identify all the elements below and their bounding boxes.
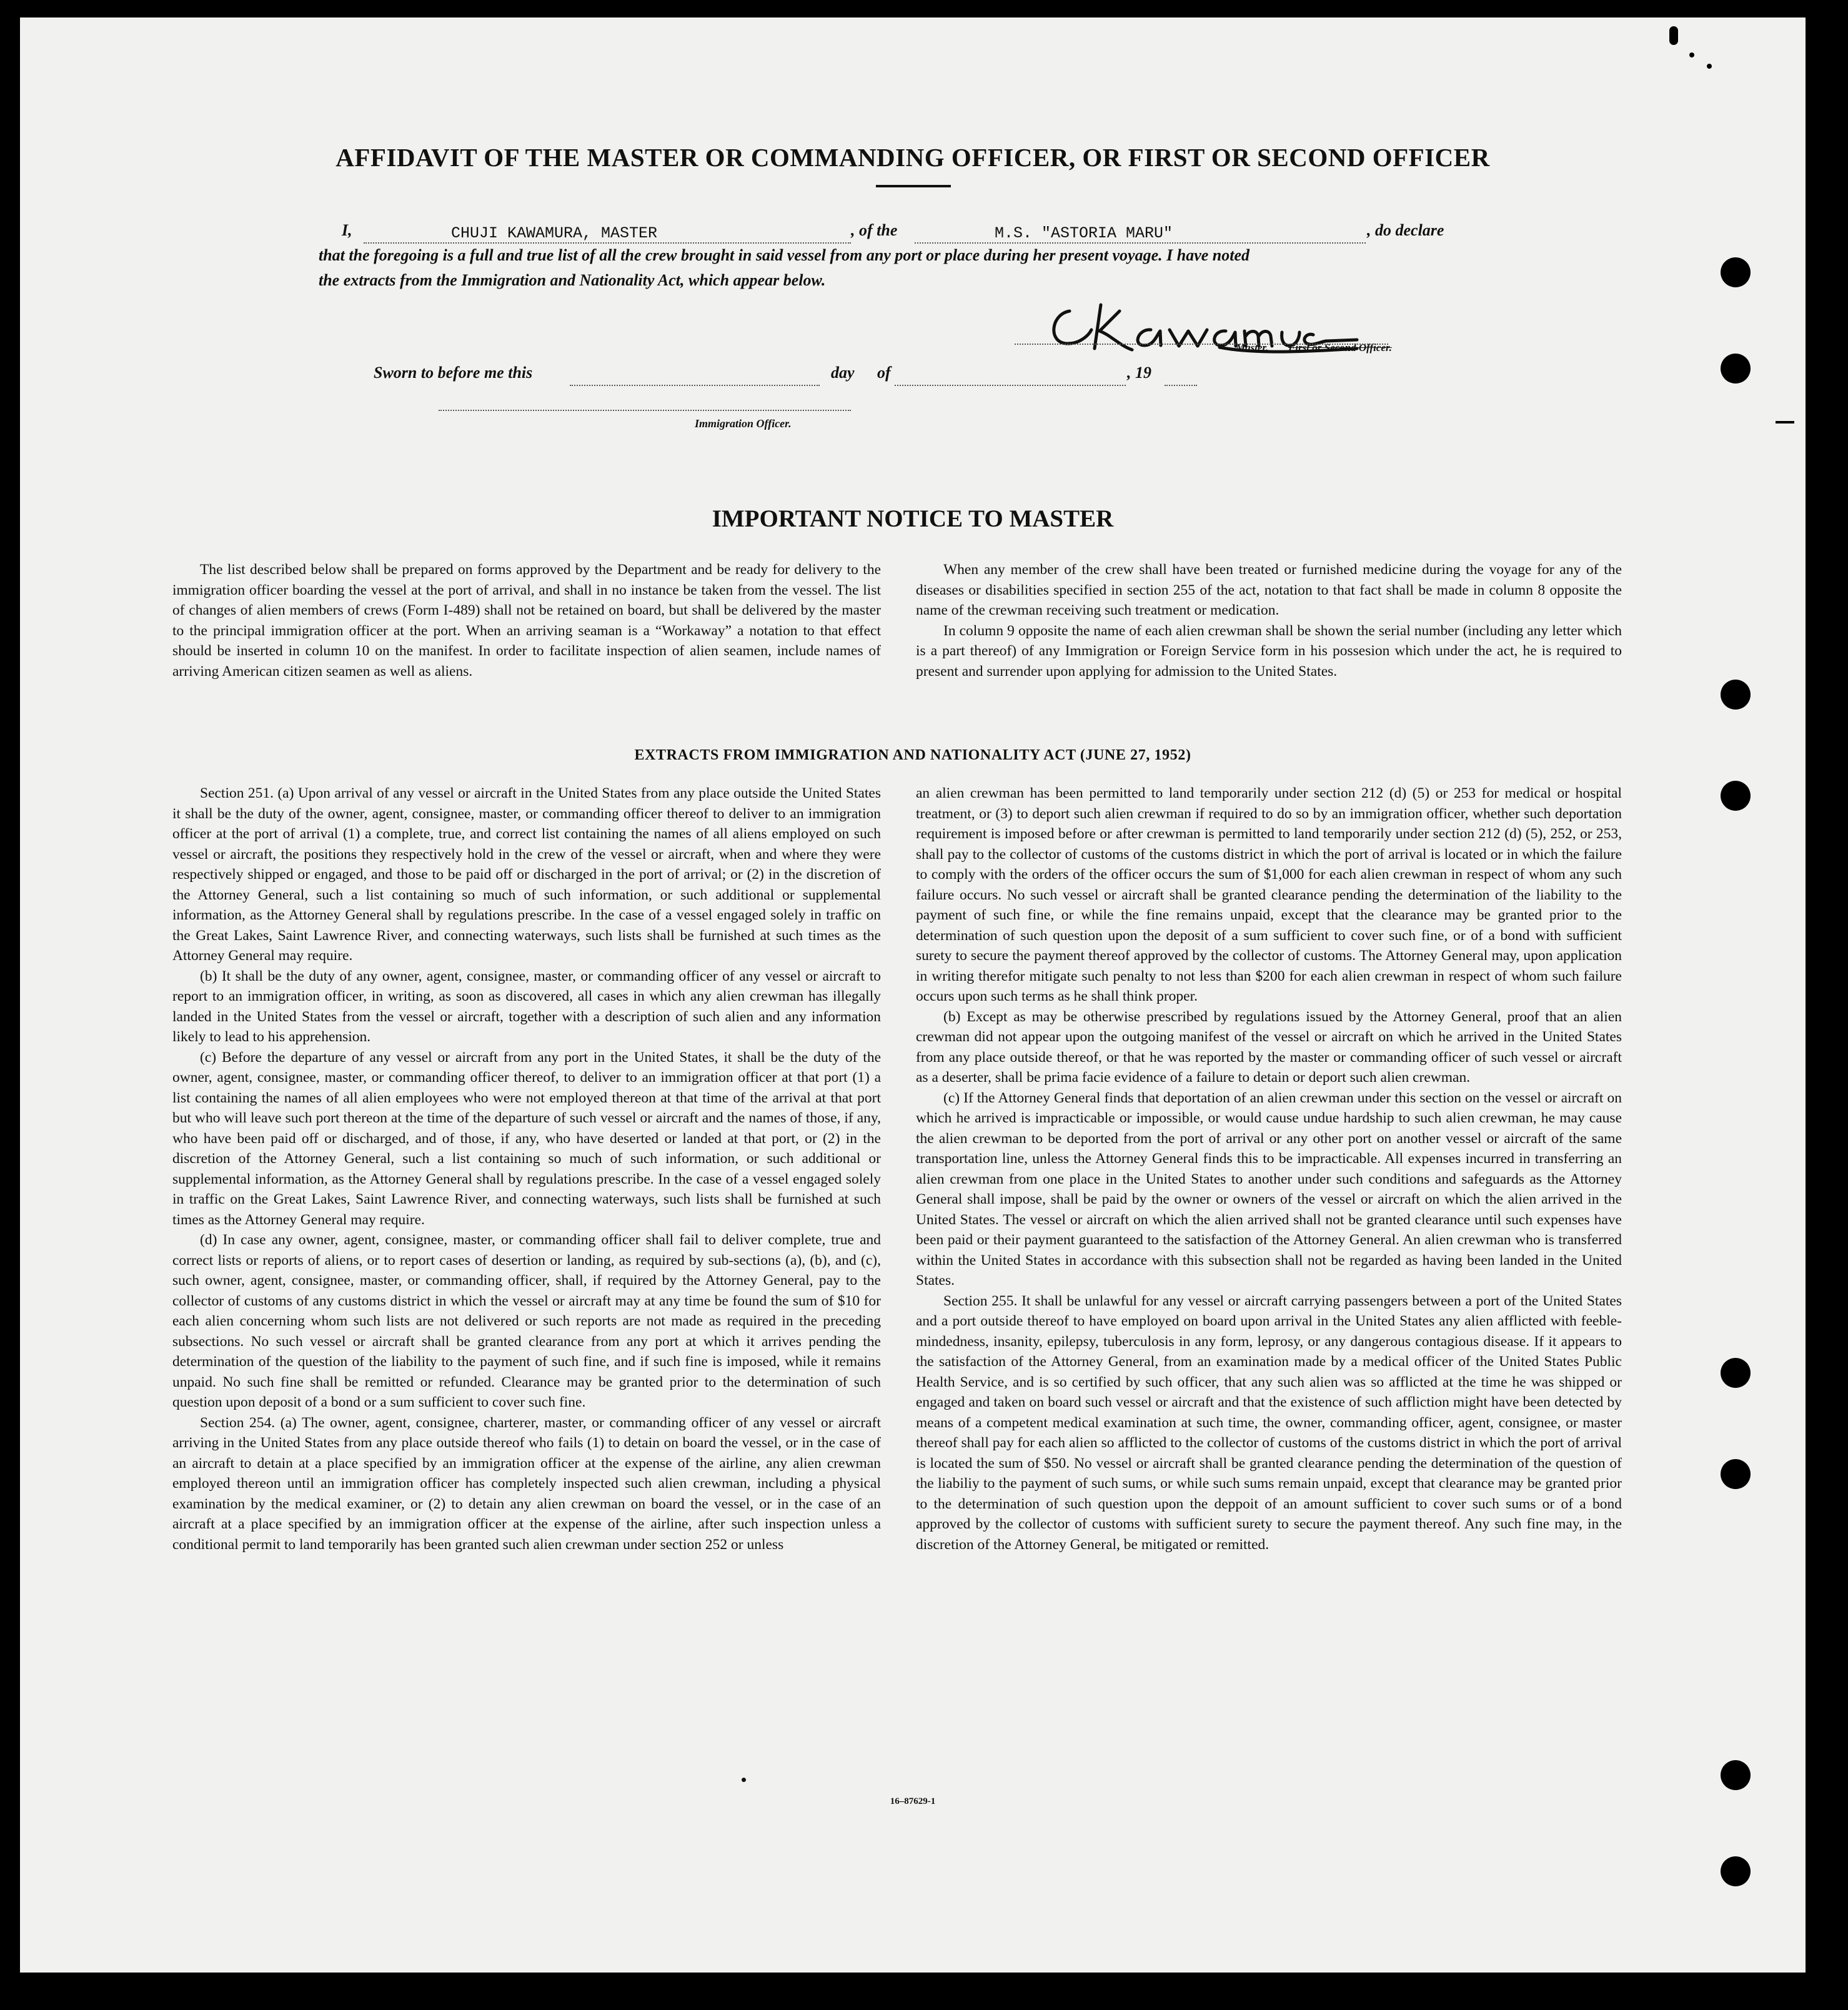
punch-hole <box>1721 781 1751 811</box>
statute-paragraph: Section 255. It shall be unlawful for any vessel or aircraft carrying passengers between a port of the United States and a port outside thereof to have employed on board upon arrival in the United States any alien afflicted with feeble-mindedness, insanity, epilepsy, tuberculosis in any form, leprosy, or any dangerous contagious disease. If it appears to the satisfaction of the Attorney General, from an examination made by a medical officer of the United States Public Health Service, and is so certified by such officer, that any such alien was so afflicted at the time he was shipped or engaged and taken on board such vessel or aircraft and that the existence of such affliction might have been detected by means of a competent medical examination at such time, the owner, commanding officer, agent, consignee, or master thereof shall pay for each alien so afflicted to the collector of customs of the customs district in which the port of arrival is located the sum of $50. No vessel or aircraft shall be granted clearance pending the determination of the question of the liabiliy to the payment of such sums, or while such sums remain unpaid, except that clearance may be granted prior to the determination of such question upon the deppoit of an amount sufficient to cover such sums or of a bond approved by the collector of customs with sufficient surety to secure the payment thereof. Any such fine may, in the discretion of the Attorney General, be mitigated or remitted. <box>916 1292 1622 1553</box>
punch-hole <box>1721 1856 1751 1886</box>
year-label: , 19 <box>1127 364 1151 382</box>
master-name-line <box>364 242 851 244</box>
statute-paragraph: (b) It shall be the duty of any owner, agent, consignee, master, or commanding officer of any vessel or aircraft to report to an immigration officer, in writing, as soon as discovered, all cases in which any alien crewman has illegally landed in the United States from the vessel or aircraft, together with a description of such alien and any information likely to lead to his apprehension. <box>172 968 881 1045</box>
scan-mark <box>1669 26 1678 45</box>
notice-right-column <box>916 560 1622 681</box>
notice-paragraph: In column 9 opposite the name of each alien crewman shall be shown the serial number (including any letter which is a part thereof) of any Immigration or Foreign Service form in his possesion which under the act, he is required to present and surrender upon applying for admission to the United States. <box>916 622 1622 680</box>
page-bullet <box>742 1778 746 1782</box>
extracts-right-column <box>916 783 1622 1555</box>
scan-mark <box>1689 52 1694 57</box>
notice-paragraph: The list described below shall be prepared on forms approved by the Department and be ready for delivery to the immigration officer boarding the vessel at the port of arrival, and shall in no instance be taken from the vessel. The list of changes of alien members of crews (Form I-489) shall not be retained on board, but shall be delivered by the master to the principal immigration officer at the port. When an arriving seaman is a “Workaway” a notation to that effect should be inserted in column 10 on the manifest. In order to facilitate inspection of alien seamen, include names of arriving American citizen seamen as well as aliens. <box>172 562 881 680</box>
punch-hole <box>1721 1459 1751 1489</box>
sworn-year-line <box>1165 385 1197 386</box>
form-number: 16–87629-1 <box>890 1796 936 1806</box>
sworn-day-line <box>570 385 820 386</box>
extracts-heading: EXTRACTS FROM IMMIGRATION AND NATIONALITY ACT (JUNE 27, 1952) <box>634 747 1191 763</box>
scan-mark <box>1707 64 1712 69</box>
extracts-left-column <box>172 783 881 1555</box>
immigration-officer-line <box>439 410 851 411</box>
punch-hole <box>1721 257 1751 287</box>
day-label: day <box>831 364 855 382</box>
title-underline <box>876 185 951 187</box>
vessel-name-line <box>915 242 1366 244</box>
notice-title: IMPORTANT NOTICE TO MASTER <box>712 505 1114 532</box>
signature-line <box>1015 344 1388 345</box>
master-name: CHUJI KAWAMURA, MASTER <box>451 224 658 242</box>
do-declare-label: , do declare <box>1367 221 1444 239</box>
statute-paragraph: an alien crewman has been permitted to land temporarily under section 212 (d) (5) or 253 for medical or hospital treatment, or (3) to deport such alien crewman if required to do so by an immigration officer, whether such deportation requirement is imposed before or after crewman is permitted to land temporarily under section 212 (d) (5), 252, or 253, shall pay to the collector of customs of the customs district in which the port of arrival is located or in which the failure to comply with the orders of the officer occurs the sum of $1,000 for each alien crewman in respect of whom any such failure occurs. No such vessel or aircraft shall be granted clearance pending the determination of the liability to the payment of such fine, or while the fine remains unpaid, except that the clearance may be granted prior to the determination of such question upon the deposit of a sum sufficient to cover such fine, or of a bond with sufficient surety to secure the payment thereof approved by the collector of customs. The Attorney General may, upon application in writing therefor mitigate such penalty to not less than $200 for each alien crewman in respect of whom such failure occurs upon such terms as he shall think proper. <box>916 785 1622 1004</box>
statute-paragraph: Section 251. (a) Upon arrival of any vessel or aircraft in the United States from any place outside the United States it shall be the duty of the owner, agent, consignee, master, or commanding officer thereof to deliver to an immigration officer at the port of arrival (1) a complete, true, and correct list containing the names of all aliens employed on such vessel or aircraft, the positions they respectively hold in the crew of the vessel or aircraft, when and where they were respectively shipped or engaged, and those to be paid off or discharged in the port of arrival; or (2) in the discretion of the Attorney General, such a list containing so much of such information, or such additional or supplemental information, as the Attorney General shall by regulations prescribe. In the case of a vessel engaged solely in traffic on the Great Lakes, Saint Lawrence River, and connecting waterways, such lists shall be furnished at such times as the Attorney General may require. <box>172 785 881 964</box>
statute-paragraph: (c) If the Attorney General finds that deportation of an alien crewman under this section on the vessel or aircraft on which he arrived is impracticable or impossible, or would cause undue hardship to such alien crewman, he may cause the alien crewman to be deported from the port of arrival or any other port on another vessel or aircraft of the same transportation line, unless the Attorney General finds this to be impracticable. All expenses incurred in transferring an alien crewman from one place in the United States to another under such conditions and safeguards as the Attorney General shall impose, shall be paid by the owner or owners of the vessel or aircraft on which the alien arrived in the United States. The vessel or aircraft on which the alien arrived shall not be granted clearance until such expenses have been paid or their payment guaranteed to the satisfaction of the Attorney General. An alien crewman who is transferred within the United States in accordance with this subsection shall not be regarded as having been landed in the United States. <box>916 1089 1622 1289</box>
of-the-label: , of the <box>851 221 898 239</box>
vessel-name: M.S. "ASTORIA MARU" <box>995 224 1173 242</box>
statute-paragraph: Section 254. (a) The owner, agent, consignee, charterer, master, or commanding officer of any vessel or aircraft arriving in the United States from any place outside thereof who fails (1) to detain on board the vessel, or in the case of an aircraft to detain at a place specified by an immigration officer at the expense of the airline, any alien crewman employed thereon until an immigration officer has completely inspected such alien crewman, including a physical examination by the medical examiner, or (2) to detain any alien crewman on board the vessel, or in the case of an aircraft at a place specified by an immigration officer at the expense of the airline, after such inspection unless a conditional permit to land temporarily has been granted such alien crewman under section 252 or unless <box>172 1414 881 1553</box>
master-signature <box>1032 286 1432 367</box>
affidavit-title: AFFIDAVIT OF THE MASTER OR COMMANDING OFFICER, OR FIRST OR SECOND OFFICER <box>335 143 1490 172</box>
sworn-label: Sworn to before me this <box>374 364 533 382</box>
punch-hole <box>1721 680 1751 710</box>
punch-hole <box>1721 1760 1751 1790</box>
punch-hole <box>1721 354 1751 384</box>
declaration-statement-line1: that the foregoing is a full and true list of all the crew brought in said vessel from any port or place during her present voyage. I have noted <box>319 246 1250 264</box>
declarant-lead: I, <box>342 221 352 239</box>
of-label: of <box>877 364 891 382</box>
statute-paragraph: (d) In case any owner, agent, consignee, master, or commanding officer shall fail to deliver complete, true and correct lists or reports of aliens, or to report cases of desertion or landing, as required by sub-sections (a), (b), and (c), such owner, agent, consignee, master, or commanding officer, shall, if required by the Attorney General, pay to the collector of customs of any customs district in which the vessel or aircraft may at any time be found the sum of $10 for each alien concerning whom such lists are not delivered or such reports are not made as required in the preceding subsections. No such vessel or aircraft shall be granted clearance from any port at which it arrives pending the determination of the question of the liability to the payment of such fine, and if such fine is imposed, while it remains unpaid. No such fine shall be remitted or refunded. Clearance may be granted prior to the determination of such question upon deposit of a bond or a sum sufficient to cover such fine. <box>172 1232 881 1410</box>
signer-caption-struck: First or Second Officer. <box>1288 342 1392 354</box>
statute-paragraph: (b) Except as may be otherwise prescribed by regulations issued by the Attorney General, proof that an alien crewman did not appear upon the outgoing manifest of the vessel or aircraft on which he arrived in the United States from any place outside thereof, or that he was reported by the master or commanding officer of such vessel or aircraft as a deserter, shall be prima facie evidence of a failure to detain or deport such alien crewman. <box>916 1008 1622 1086</box>
scan-mark <box>1776 421 1794 423</box>
declaration-statement-line2: the extracts from the Immigration and Nationality Act, which appear below. <box>319 271 826 289</box>
immigration-officer-caption: Immigration Officer. <box>695 417 792 430</box>
punch-hole <box>1721 1358 1751 1388</box>
signer-caption-master: Master, <box>1236 342 1269 354</box>
notice-paragraph: When any member of the crew shall have been treated or furnished medicine during the voyage for any of the diseases or disabilities specified in section 255 of the act, notation to that fact shall be made in column 8 opposite the name of the crewman receiving such treatment or medication. <box>916 562 1622 618</box>
notice-left-column <box>172 560 881 681</box>
affidavit-page <box>20 17 1806 1973</box>
statute-paragraph: (c) Before the departure of any vessel or aircraft from any port in the United States, it shall be the duty of the owner, agent, consignee, master, or commanding officer thereof, to deliver to an immigration officer at that port (1) a list containing the names of all alien employees who were not employed thereon at that time of the arrival at that port but who will leave such port thereon at the time of the departure of such vessel or aircraft and the names of those, if any, who have been paid off or discharged, and of those, if any, who have deserted or landed at that port, or (2) in the discretion of the Attorney General, such a list containing so much of such information, or such additional or supplemental information, as the Attorney General shall by regulations prescribe. In the case of a vessel engaged solely in traffic on the Great Lakes, Saint Lawrence River, and connecting waterways, such lists shall be furnished at such times as the Attorney General may require. <box>172 1049 881 1228</box>
sworn-month-line <box>895 385 1126 386</box>
